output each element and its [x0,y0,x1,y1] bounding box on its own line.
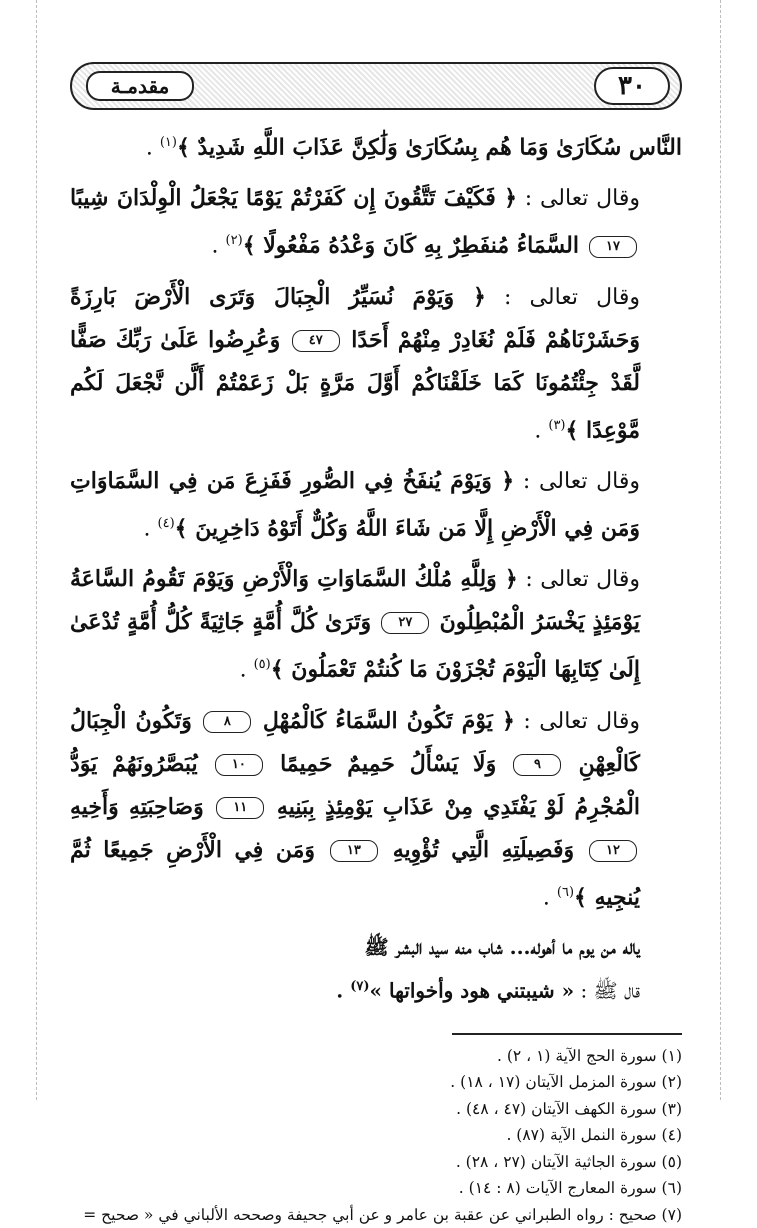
quote-paragraph-5: وقال تعالى : ﴿ وَلِلَّهِ مُلْكُ السَّمَاوَاتِ وَالْأَرْضِ وَيَوْمَ تَقُومُ السَّاعَةُ يَوْمَئِذٍ يَخْسَرُ الْمُبْطِلُونَ ٢٧ وَتَرَىٰ كُلَّ أُمَّةٍ جَاثِيَةً كُلُّ أُمَّةٍ تُدْعَىٰ إِلَىٰ كِتَابِهَا الْيَوْمَ تُجْزَوْنَ مَا كُنتُمْ تَعْمَلُونَ ﴾$^{(٥)}$ . [70,566,641,683]
footnote: (٦) سورة المعارج الآيات (٨ : ١٤) . [458,1179,682,1198]
verse-number-marker: ١٧ [589,236,637,258]
quote-paragraph-3: وقال تعالى : ﴿ وَيَوْمَ نُسَيِّرُ الْجِبَالَ وَتَرَى الْأَرْضَ بَارِزَةً وَحَشَرْنَاهُمْ فَلَمْ نُغَادِرْ مِنْهُمْ أَحَدًا ٤٧ وَعُرِضُوا عَلَىٰ رَبِّكَ صَفًّا لَّقَدْ جِئْتُمُونَا كَمَا خَلَقْنَاكُمْ أَوَّلَ مَرَّةٍ بَلْ زَعَمْتُمْ أَلَّن نَّجْعَلَ لَكُم مَّوْعِدًا ﴾$^{(٣)}$ . [70,283,641,443]
page-number: ٣٠ [594,67,670,105]
bold-remark: ياله من يوم ما أهوله... شاب منه سيد البشر ﷺ [364,934,640,959]
footnote-ref: (١) [159,135,177,150]
footnote: (٥) سورة الجاثية الآيتان (٢٧ ، ٢٨) . [455,1152,682,1171]
footnote: (١) سورة الحج الآية (١ ، ٢) . [496,1046,682,1065]
hadith-line: قال ﷺ : « شيبتني هود وأخواتها »$^{(٧)}$ . [336,978,640,1003]
section-title: مقدمـة [86,71,194,101]
margin-guide-right [720,0,721,1100]
verse-number-marker: ٢٧ [381,612,429,634]
verse-number-marker: ١٣ [330,840,378,862]
quote-paragraph-6: وقال تعالى : ﴿ يَوْمَ تَكُونُ السَّمَاءُ كَالْمُهْلِ ٨ وَتَكُونُ الْجِبَالُ كَالْعِهْنِ ٩ وَلَا يَسْأَلُ حَمِيمٌ حَمِيمًا ١٠ يُبَصَّرُونَهُمْ يَوَدُّ الْمُجْرِمُ لَوْ يَفْتَدِي مِنْ عَذَابِ يَوْمِئِذٍ بِبَنِيهِ ١١ وَصَاحِبَتِهِ وَأَخِيهِ ١٢ وَفَصِيلَتِهِ الَّتِي تُؤْوِيهِ ١٣ وَمَن فِي الْأَرْضِ جَمِيعًا ثُمَّ يُنجِيهِ ﴾$^{(٦)}$ . [70,707,641,910]
verse-number-marker: ٨ [203,711,251,733]
verse-number-marker: ١١ [216,797,264,819]
verse-number-marker: ٩ [513,754,561,776]
quote-paragraph-4: وقال تعالى : ﴿ وَيَوْمَ يُنفَخُ فِي الصُّورِ فَفَزِعَ مَن فِي السَّمَاوَاتِ وَمَن فِي الْأَرْضِ إِلَّا مَن شَاءَ اللَّهُ وَكُلٌّ أَتَوْهُ دَاخِرِينَ ﴾$^{(٤)}$ . [70,467,640,542]
footnote-ref: (٢) [225,233,243,249]
footnote-ref: (٤) [157,515,175,531]
footnote: (٢) سورة المزمل الآيتان (١٧ ، ١٨) . [450,1073,682,1092]
footnote: (٤) سورة النمل الآية (٨٧) . [506,1126,682,1145]
footnote-ref: (٧) [350,978,370,994]
page-header [70,62,682,110]
footnote-ref: (٦) [556,884,575,900]
footnote: (٣) سورة الكهف الآيتان (٤٧ ، ٤٨) . [456,1099,682,1118]
verse-continuation: النَّاس سُكَارَىٰ وَمَا هُم بِسُكَارَىٰ وَلَٰكِنَّ عَذَابَ اللَّهِ شَدِيدٌ ﴾$^{(١)}$ . [145,134,682,161]
verse-number-marker: ١٢ [589,840,637,862]
footnote-ref: (٥) [253,657,271,673]
book-page [70,62,682,1228]
footnote-separator [452,1033,682,1035]
footnotes [70,1043,682,1228]
verse-number-marker: ٤٧ [292,330,340,352]
quote-paragraph-2: وقال تعالى : ﴿ فَكَيْفَ تَتَّقُونَ إِن كَفَرْتُمْ يَوْمًا يَجْعَلُ الْوِلْدَانَ شِيبًا ١٧ السَّمَاءُ مُنفَطِرٌ بِهِ كَانَ وَعْدُهُ مَفْعُولًا ﴾$^{(٢)}$ . [70,185,640,259]
footnote: (٧) صحيح : رواه الطبراني عن عقبة بن عامر و عن أبي جحيفة وصححه الألباني في « صحيح = [83,1205,682,1224]
verse-number-marker: ١٠ [215,754,263,776]
footnote-ref: (٣) [548,417,566,433]
margin-guide-left [36,0,37,1100]
